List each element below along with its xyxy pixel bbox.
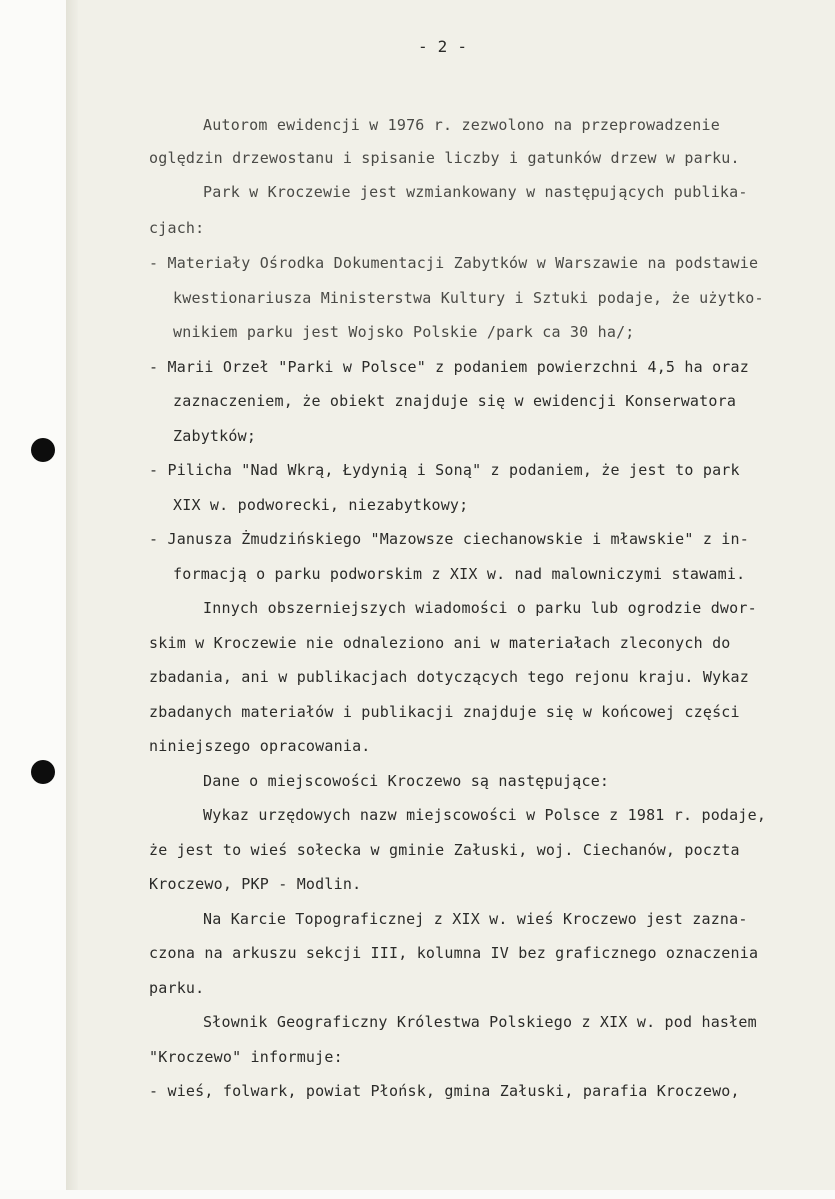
text-line: - wieś, folwark, powiat Płońsk, gmina Załuski, parafia Kroczewo, — [149, 1082, 740, 1100]
text-line: XIX w. podworecki, niezabytkowy; — [173, 496, 469, 514]
text-line: wnikiem parku jest Wojsko Polskie /park ca 30 ha/; — [173, 323, 635, 341]
text-line: Dane o miejscowości Kroczewo są następujące: — [203, 772, 610, 790]
text-line: zbadania, ani w publikacjach dotyczących tego rejonu kraju. Wykaz — [149, 668, 749, 686]
text-line: - Pilicha "Nad Wkrą, Łydynią i Soną" z podaniem, że jest to park — [149, 461, 740, 479]
text-line: czona na arkuszu sekcji III, kolumna IV bez graficznego oznaczenia — [149, 944, 759, 962]
text-line: parku. — [149, 979, 205, 997]
text-line: zbadanych materiałów i publikacji znajduje się w końcowej części — [149, 703, 740, 721]
text-line: Kroczewo, PKP - Modlin. — [149, 875, 362, 893]
page-bottom-edge — [0, 1190, 835, 1199]
text-line: oględzin drzewostanu i spisanie liczby i gatunków drzew w parku. — [149, 149, 740, 167]
text-line: niniejszego opracowania. — [149, 737, 371, 755]
text-line: - Janusza Żmudzińskiego "Mazowsze ciechanowskie i mławskie" z in- — [149, 530, 749, 548]
punch-hole-icon — [31, 438, 55, 462]
text-line: - Materiały Ośrodka Dokumentacji Zabytków w Warszawie na podstawie — [149, 254, 759, 272]
text-line: Wykaz urzędowych nazw miejscowości w Polsce z 1981 r. podaje, — [203, 806, 767, 824]
text-line: że jest to wieś sołecka w gminie Załuski, woj. Ciechanów, poczta — [149, 841, 740, 859]
text-line: cjach: — [149, 219, 205, 237]
text-line: formacją o parku podworskim z XIX w. nad malowniczymi stawami. — [173, 565, 746, 583]
left-margin-band — [0, 0, 66, 1199]
text-line: Słownik Geograficzny Królestwa Polskiego z XIX w. pod hasłem — [203, 1013, 757, 1031]
text-line: Zabytków; — [173, 427, 257, 445]
text-line: zaznaczeniem, że obiekt znajduje się w ewidencji Konserwatora — [173, 392, 737, 410]
text-line: kwestionariusza Ministerstwa Kultury i Sztuki podaje, że użytko- — [173, 289, 764, 307]
page-number: - 2 - — [418, 37, 468, 56]
page-fold-shadow — [66, 0, 78, 1199]
text-line: - Marii Orzeł "Parki w Polsce" z podaniem powierzchni 4,5 ha oraz — [149, 358, 749, 376]
punch-hole-icon — [31, 760, 55, 784]
text-line: Innych obszerniejszych wiadomości o parku lub ogrodzie dwor- — [203, 599, 757, 617]
text-line: Park w Kroczewie jest wzmiankowany w następujących publika- — [203, 183, 748, 201]
text-line: Autorom ewidencji w 1976 r. zezwolono na przeprowadzenie — [203, 116, 720, 134]
text-line: Na Karcie Topograficznej z XIX w. wieś Kroczewo jest zazna- — [203, 910, 748, 928]
text-line: skim w Kroczewie nie odnaleziono ani w materiałach zleconych do — [149, 634, 731, 652]
text-line: "Kroczewo" informuje: — [149, 1048, 343, 1066]
